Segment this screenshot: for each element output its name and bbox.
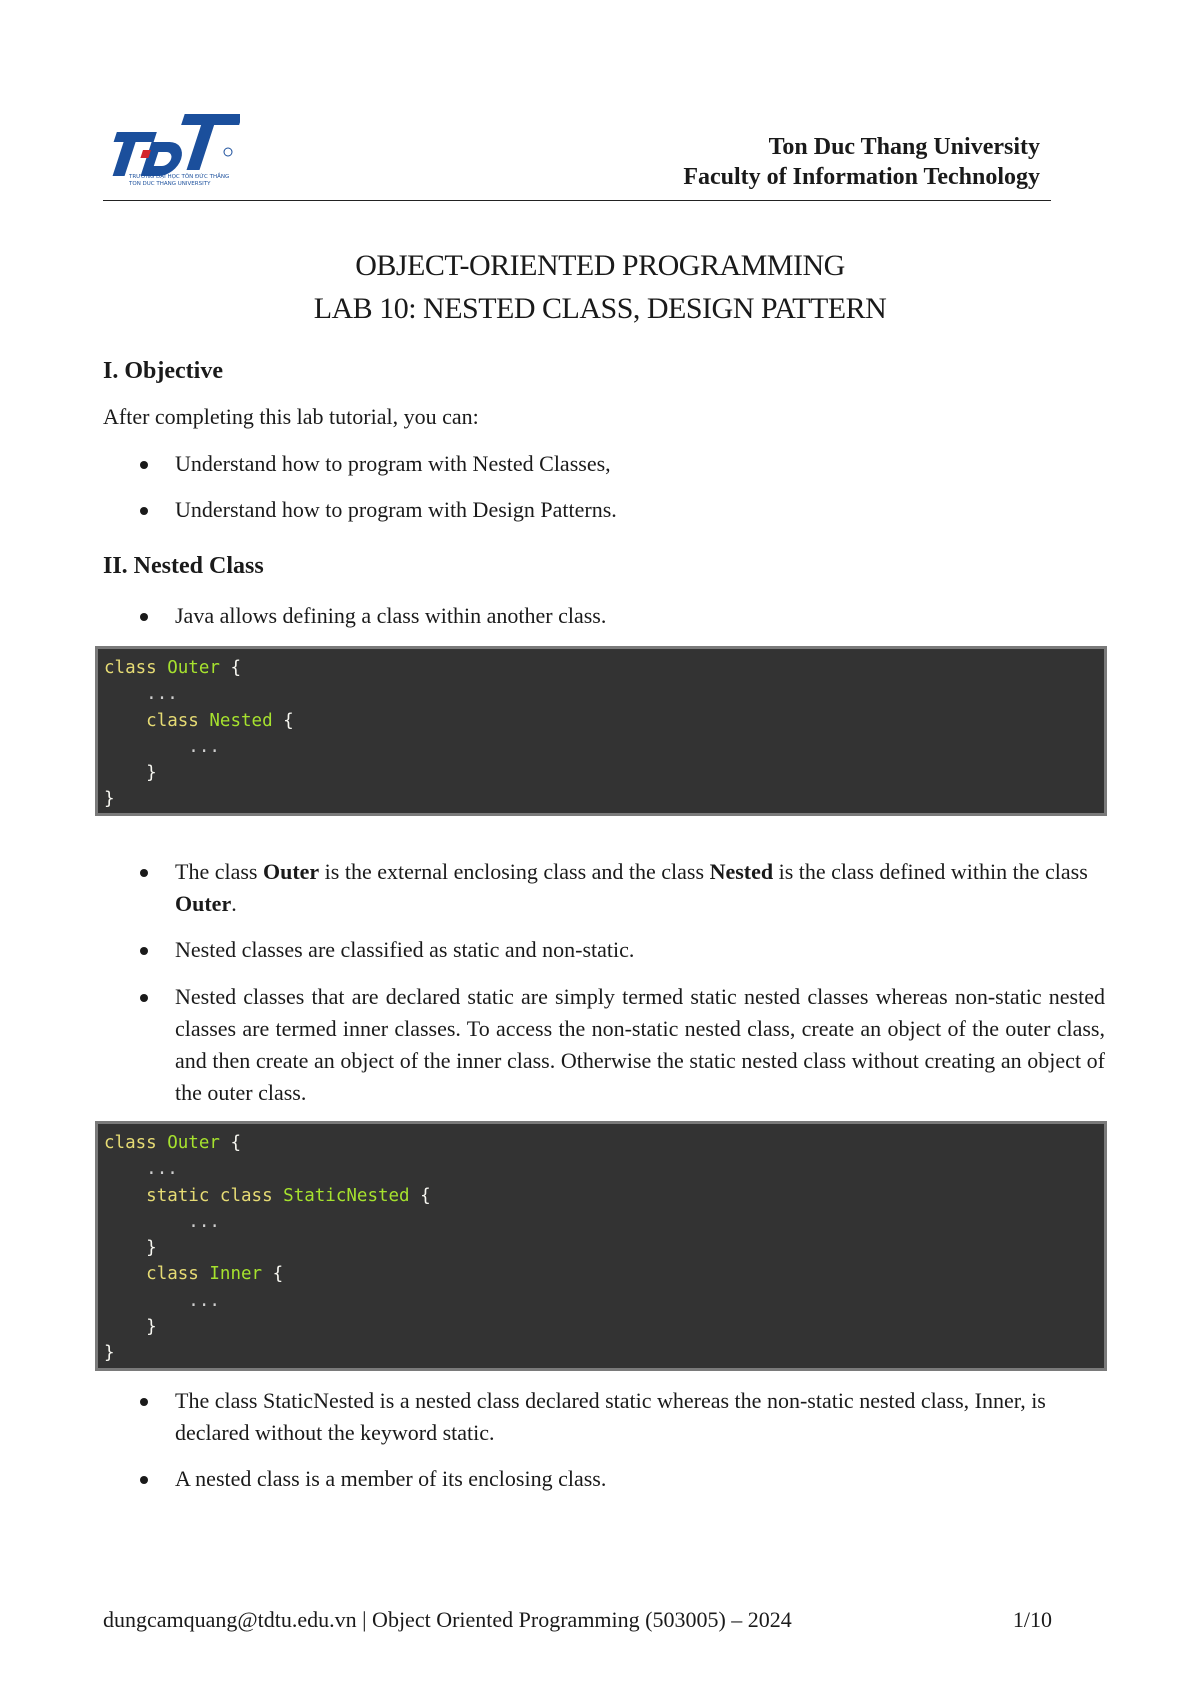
code-brace: { [230, 658, 242, 678]
section-heading-nested-class: II. Nested Class [103, 553, 264, 579]
code-brace: } [146, 1317, 157, 1338]
university-logo [104, 110, 240, 188]
code-ellipsis: ... [146, 684, 178, 705]
bullet-icon [140, 994, 148, 1002]
list-item-text: The class StaticNested is a nested class declared static whereas the non-static nested class, Inner, is declared without the keyword static. [175, 1388, 1046, 1445]
code-brace: { [283, 710, 294, 731]
code-keyword: class [219, 1185, 273, 1206]
code-class-name: Inner [209, 1264, 263, 1285]
code-brace: } [146, 763, 157, 784]
objective-intro: After completing this lab tutorial, you can: [103, 404, 479, 429]
code-ellipsis: ... [146, 1159, 178, 1180]
code-keyword: static [146, 1185, 210, 1206]
code-brace: } [104, 789, 115, 810]
list-item-text: The class Outer is the external enclosing class and the class Nested is the class defined within the class Outer. [175, 859, 1088, 916]
code-class-name: Outer [167, 658, 220, 678]
list-item-text: Understand how to program with Design Patterns. [175, 497, 617, 522]
university-name: Ton Duc Thang University [768, 134, 1040, 160]
institution-header [683, 132, 1040, 192]
code-keyword: class [146, 1264, 199, 1285]
code-keyword: class [104, 658, 157, 678]
bullet-icon [140, 947, 148, 955]
course-title: OBJECT-ORIENTED PROGRAMMING [355, 249, 845, 282]
bullet-icon [140, 1398, 148, 1406]
code-brace: { [272, 1264, 284, 1285]
bullet-icon [140, 461, 148, 469]
bullet-icon [140, 869, 148, 877]
section-heading-objective: I. Objective [103, 358, 223, 384]
code-brace: { [420, 1185, 431, 1206]
code-brace: } [146, 1238, 157, 1259]
faculty-name: Faculty of Information Technology [683, 164, 1040, 190]
code-brace: { [230, 1133, 242, 1153]
bullet-icon [140, 1476, 148, 1484]
list-item-text: Understand how to program with Nested Classes, [175, 451, 611, 476]
list-item-text: Nested classes are classified as static and non-static. [175, 937, 635, 962]
code-block-static-inner [95, 1121, 1107, 1371]
code-ellipsis: ... [188, 1290, 220, 1311]
code-class-name: Nested [209, 710, 273, 731]
header-divider [103, 200, 1051, 201]
list-item-text: Java allows defining a class within another class. [175, 603, 607, 628]
list-item-text: Nested classes that are declared static are simply termed static nested classes whereas non-static nested classes are termed inner classes. To access the non-static nested class, create an object of the outer class, and then create an object of the inner class. Otherwise the static nested class without creating an object of the outer class. [175, 984, 1105, 1105]
page-number: 1/10 [1012, 1607, 1052, 1632]
code-brace: } [104, 1343, 115, 1364]
code-block-outer-nested [95, 646, 1107, 816]
code-ellipsis: ... [188, 1211, 220, 1232]
code-class-name: Outer [167, 1133, 220, 1153]
code-keyword: class [146, 710, 199, 731]
code-class-name: StaticNested [283, 1185, 410, 1206]
code-ellipsis: ... [188, 736, 220, 757]
code-keyword: class [104, 1133, 157, 1153]
logo-subtext-2: TON DUC THANG UNIVERSITY [129, 181, 211, 187]
bullet-icon [140, 507, 148, 515]
page-footer: dungcamquang@tdtu.edu.vn | Object Oriented Programming (503005) – 2024 [103, 1607, 792, 1632]
bullet-icon [140, 613, 148, 621]
list-item-text: A nested class is a member of its enclosing class. [175, 1466, 607, 1491]
lab-title: LAB 10: NESTED CLASS, DESIGN PATTERN [313, 292, 887, 325]
logo-subtext-1: TRƯỜNG ĐẠI HỌC TÔN ĐỨC THẮNG [129, 174, 230, 180]
